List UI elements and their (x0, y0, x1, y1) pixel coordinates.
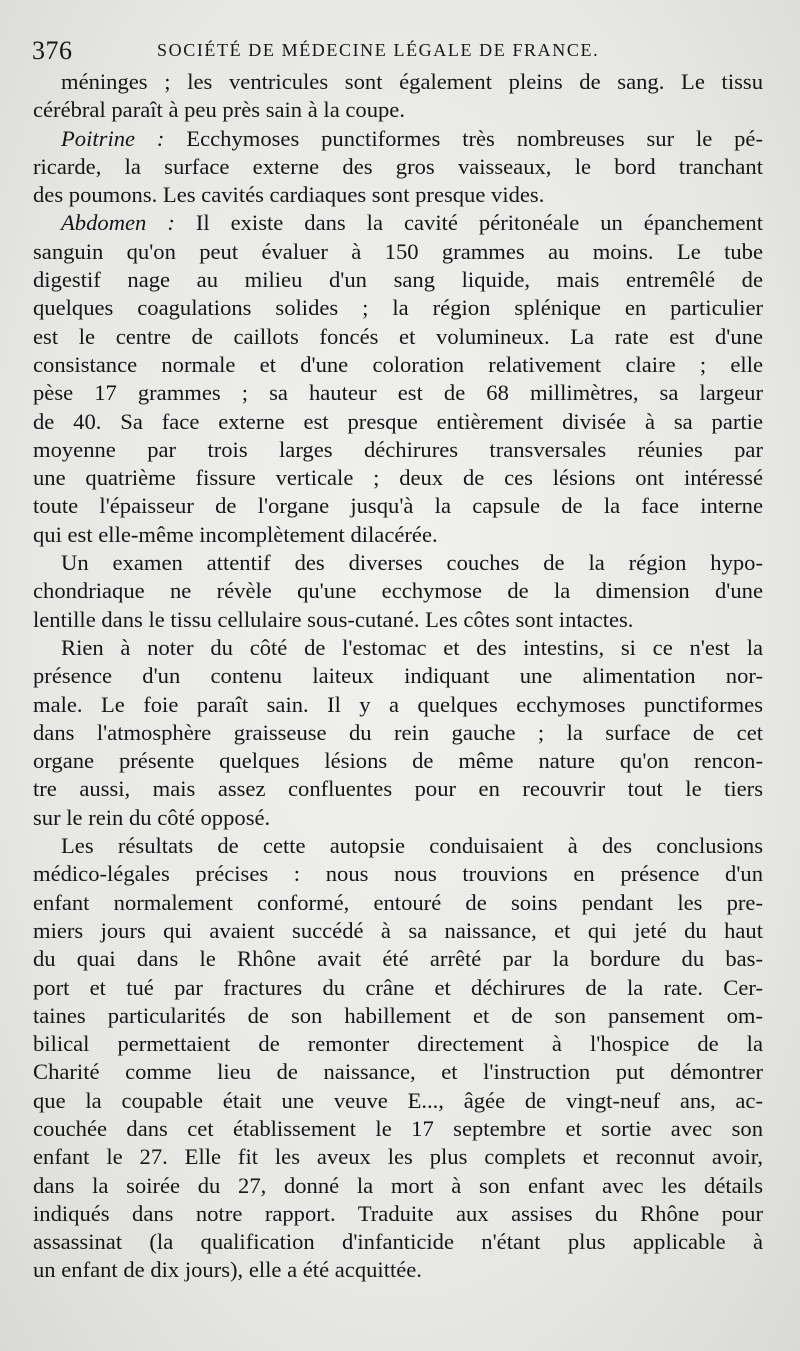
line-text: Les résultats de cette autopsie conduisaient à des conclusions (61, 833, 763, 859)
line-text: présence d'un contenu laiteux indiquant une alimentation nor- (33, 663, 763, 689)
line-text: médico-légales précises : nous nous trouvions en présence d'un (33, 861, 763, 887)
text-line (33, 238, 763, 266)
text-line (33, 1200, 763, 1228)
line-text: enfant normalement conformé, entouré de soins pendant les pre- (33, 889, 763, 915)
line-text: Charité comme lieu de naissance, et l'instruction put démontrer (33, 1059, 763, 1085)
text-line (33, 68, 763, 96)
text-line (33, 549, 763, 577)
body-text (33, 68, 763, 1285)
line-text: assassinat (la qualification d'infanticide n'étant plus applicable à (33, 1229, 763, 1255)
line-text: male. Le foie paraît sain. Il y a quelques ecchymoses punctiformes (33, 691, 763, 717)
line-text: une quatrième fissure verticale ; deux de ces lésions ont intéressé (33, 465, 763, 491)
text-line (33, 1002, 763, 1030)
line-text: Ecchymoses punctiformes très nombreuses sur le pé- (164, 125, 763, 151)
text-line (33, 1172, 763, 1200)
page-header (32, 36, 770, 68)
line-text: sanguin qu'on peut évaluer à 150 grammes au moins. Le tube (33, 238, 763, 264)
text-line (33, 209, 763, 237)
text-line (33, 294, 763, 322)
page-number: 376 (32, 36, 73, 65)
line-text: qui est elle-même incomplètement dilacérée. (33, 521, 438, 547)
text-line (33, 606, 763, 634)
line-text: ricarde, la surface externe des gros vaisseaux, le bord tranchant (33, 153, 763, 179)
text-line (33, 804, 763, 832)
line-text: lentille dans le tissu cellulaire sous-cutané. Les côtes sont intactes. (33, 606, 634, 632)
paragraph (33, 125, 763, 210)
line-text: que la coupable était une veuve E..., âgée de vingt-neuf ans, ac- (33, 1087, 763, 1113)
line-text: moyenne par trois larges déchirures transversales réunies par (33, 436, 763, 462)
text-line (33, 1228, 763, 1256)
text-line (33, 1030, 763, 1058)
line-text: des poumons. Les cavités cardiaques sont presque vides. (33, 182, 545, 208)
section-lead: Poitrine : (61, 125, 165, 151)
text-line (33, 719, 763, 747)
text-line (33, 1115, 763, 1143)
line-text: cérébral paraît à peu près sain à la coupe. (33, 97, 405, 123)
text-line (33, 436, 763, 464)
text-line (33, 153, 763, 181)
paragraph (33, 209, 763, 549)
text-line (33, 1087, 763, 1115)
line-text: toute l'épaisseur de l'organe jusqu'à la capsule de la face interne (33, 493, 763, 519)
line-text: miers jours qui avaient succédé à sa naissance, et qui jeté du haut (33, 917, 763, 943)
text-line (33, 521, 763, 549)
line-text: Un examen attentif des diverses couches de la région hypo- (61, 550, 763, 576)
line-text: consistance normale et d'une coloration relativement claire ; elle (33, 351, 763, 377)
line-text: digestif nage au milieu d'un sang liquide, mais entremêlé de (33, 267, 763, 293)
line-text: tre aussi, mais assez confluentes pour en recouvrir tout le tiers (33, 776, 763, 802)
text-line (33, 323, 763, 351)
text-line (33, 860, 763, 888)
line-text: Rien à noter du côté de l'estomac et des intestins, si ce n'est la (61, 634, 763, 660)
text-line (33, 634, 763, 662)
text-line (33, 691, 763, 719)
text-line (33, 889, 763, 917)
line-text: taines particularités de son habillement et de son pansement om- (33, 1002, 763, 1028)
line-text: bilical permettaient de remonter directement à l'hospice de la (33, 1031, 763, 1057)
text-line (33, 464, 763, 492)
line-text: est le centre de caillots foncés et volumineux. La rate est d'une (33, 323, 763, 349)
line-text: indiqués dans notre rapport. Traduite aux assises du Rhône pour (33, 1200, 763, 1226)
line-text: enfant le 27. Elle fit les aveux les plus complets et reconnut avoir, (33, 1144, 763, 1170)
line-text: Il existe dans la cavité péritonéale un épanchement (174, 210, 763, 236)
text-line (33, 1143, 763, 1171)
line-text: chondriaque ne révèle qu'une ecchymose de la dimension d'une (33, 578, 763, 604)
line-text: port et tué par fractures du crâne et déchirures de la rate. Cer- (33, 974, 763, 1000)
text-line (33, 832, 763, 860)
text-line (33, 775, 763, 803)
line-text: du quai dans le Rhône avait été arrêté par la bordure du bas- (33, 946, 763, 972)
line-text: pèse 17 grammes ; sa hauteur est de 68 millimètres, sa largeur (33, 380, 763, 406)
line-text: dans la soirée du 27, donné la mort à son enfant avec les détails (33, 1172, 763, 1198)
line-text: couchée dans cet établissement le 17 septembre et sortie avec son (33, 1115, 763, 1141)
text-line (33, 917, 763, 945)
text-line (33, 747, 763, 775)
line-text: sur le rein du côté opposé. (33, 804, 271, 830)
text-line (33, 408, 763, 436)
paragraph (33, 549, 763, 634)
text-line (33, 96, 763, 124)
paragraph (33, 68, 763, 125)
text-line (33, 351, 763, 379)
section-lead: Abdomen : (61, 210, 175, 236)
text-line (33, 492, 763, 520)
text-line (33, 577, 763, 605)
line-text: de 40. Sa face externe est presque entièrement divisée à sa partie (33, 408, 763, 434)
text-line (33, 181, 763, 209)
text-line (33, 125, 763, 153)
line-text: organe présente quelques lésions de même nature qu'on rencon- (33, 748, 763, 774)
paragraph (33, 832, 763, 1285)
paragraph (33, 634, 763, 832)
line-text: méninges ; les ventricules sont également pleins de sang. Le tissu (61, 69, 763, 94)
text-line (33, 974, 763, 1002)
running-head: SOCIÉTÉ DE MÉDECINE LÉGALE DE FRANCE. (157, 40, 600, 60)
text-line (33, 945, 763, 973)
text-line (33, 1058, 763, 1086)
line-text: un enfant de dix jours), elle a été acquittée. (33, 1257, 422, 1283)
text-line (33, 379, 763, 407)
line-text: dans l'atmosphère graisseuse du rein gauche ; la surface de cet (33, 719, 763, 745)
text-line (33, 1256, 763, 1284)
line-text: quelques coagulations solides ; la région splénique en particulier (33, 295, 763, 321)
text-line (33, 662, 763, 690)
text-line (33, 266, 763, 294)
